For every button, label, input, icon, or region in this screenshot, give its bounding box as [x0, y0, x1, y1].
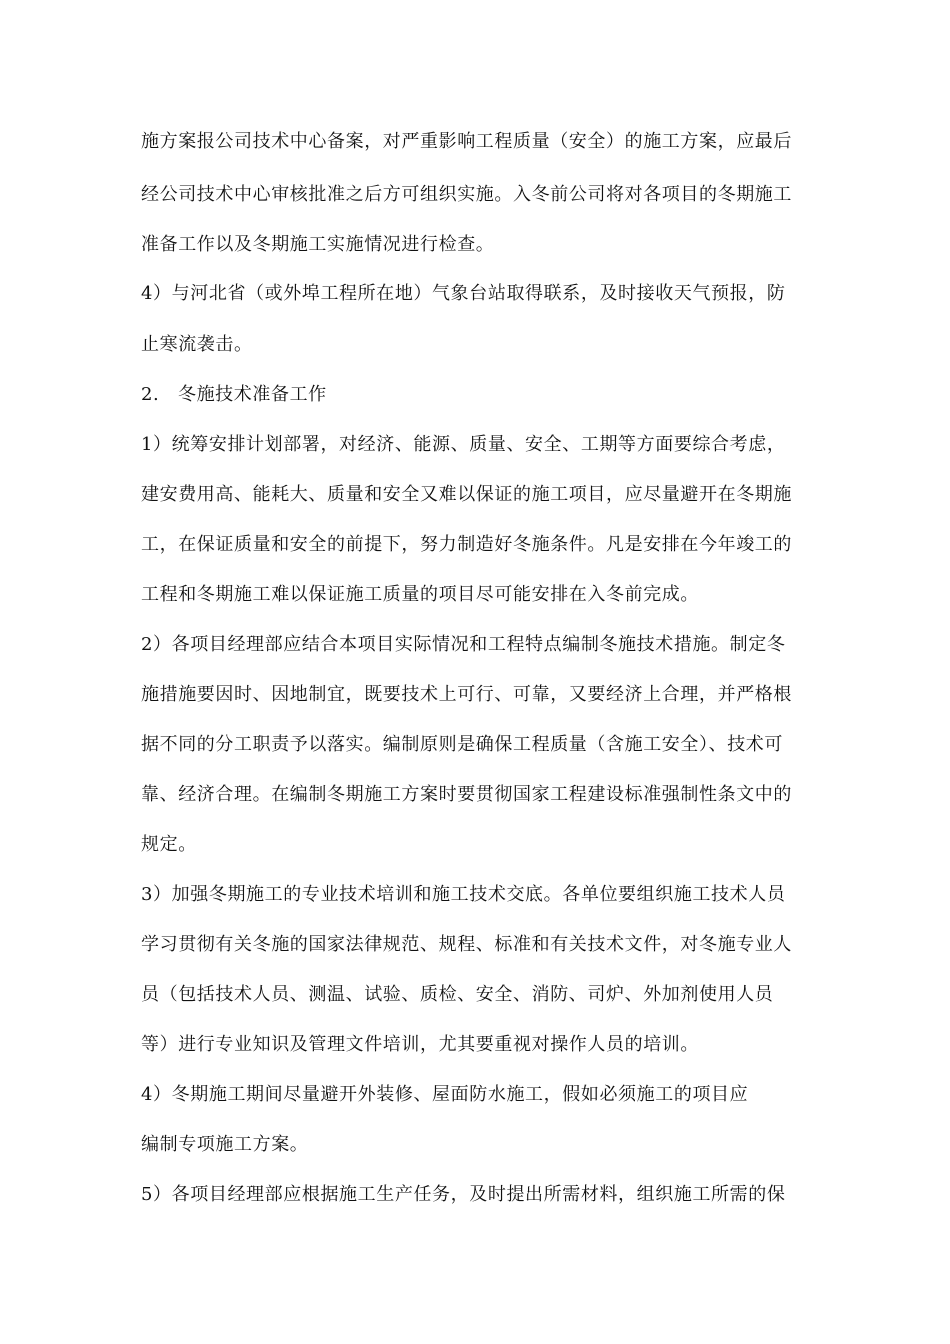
text-line: 施方案报公司技术中心备案，对严重影响工程质量（安全）的施工方案，应最后: [141, 131, 792, 152]
text-line: 4）冬期施工期间尽量避开外装修、屋面防水施工，假如必须施工的项目应: [141, 1084, 749, 1105]
text-line: 5）各项目经理部应根据施工生产任务，及时提出所需材料，组织施工所需的保: [141, 1184, 786, 1205]
text-line: 靠、经济合理。在编制冬期施工方案时要贯彻国家工程建设标准强制性条文中的: [141, 784, 792, 805]
section-heading: 2. 冬施技术准备工作: [141, 384, 327, 405]
text-line: 等）进行专业知识及管理文件培训，尤其要重视对操作人员的培训。: [141, 1034, 699, 1055]
text-line: 建安费用高、能耗大、质量和安全又难以保证的施工项目，应尽量避开在冬期施: [141, 484, 792, 505]
text-line: 止寒流袭击。: [141, 334, 253, 355]
text-line: 据不同的分工职责予以落实。编制原则是确保工程质量（含施工安全）、技术可: [141, 734, 783, 755]
text-line: 工，在保证质量和安全的前提下，努力制造好冬施条件。凡是安排在今年竣工的: [141, 534, 792, 555]
text-line: 准备工作以及冬期施工实施情况进行检查。: [141, 234, 495, 255]
text-line: 4）与河北省（或外埠工程所在地）气象台站取得联系，及时接收天气预报，防: [141, 283, 786, 304]
text-line: 学习贯彻有关冬施的国家法律规范、规程、标准和有关技术文件，对冬施专业人: [141, 934, 792, 955]
text-line: 工程和冬期施工难以保证施工质量的项目尽可能安排在入冬前完成。: [141, 584, 699, 605]
text-line: 1）统筹安排计划部署，对经济、能源、质量、安全、工期等方面要综合考虑，: [141, 434, 786, 455]
text-line: 经公司技术中心审核批准之后方可组织实施。入冬前公司将对各项目的冬期施工: [141, 184, 792, 205]
text-line: 编制专项施工方案。: [141, 1134, 309, 1155]
text-line: 2）各项目经理部应结合本项目实际情况和工程特点编制冬施技术措施。制定冬: [141, 634, 786, 655]
text-line: 规定。: [141, 834, 197, 855]
text-line: 3）加强冬期施工的专业技术培训和施工技术交底。各单位要组织施工技术人员: [141, 884, 786, 905]
text-line: 员（包括技术人员、测温、试验、质检、安全、消防、司炉、外加剂使用人员: [141, 984, 774, 1005]
text-line: 施措施要因时、因地制宜，既要技术上可行、可靠，又要经济上合理，并严格根: [141, 684, 792, 705]
